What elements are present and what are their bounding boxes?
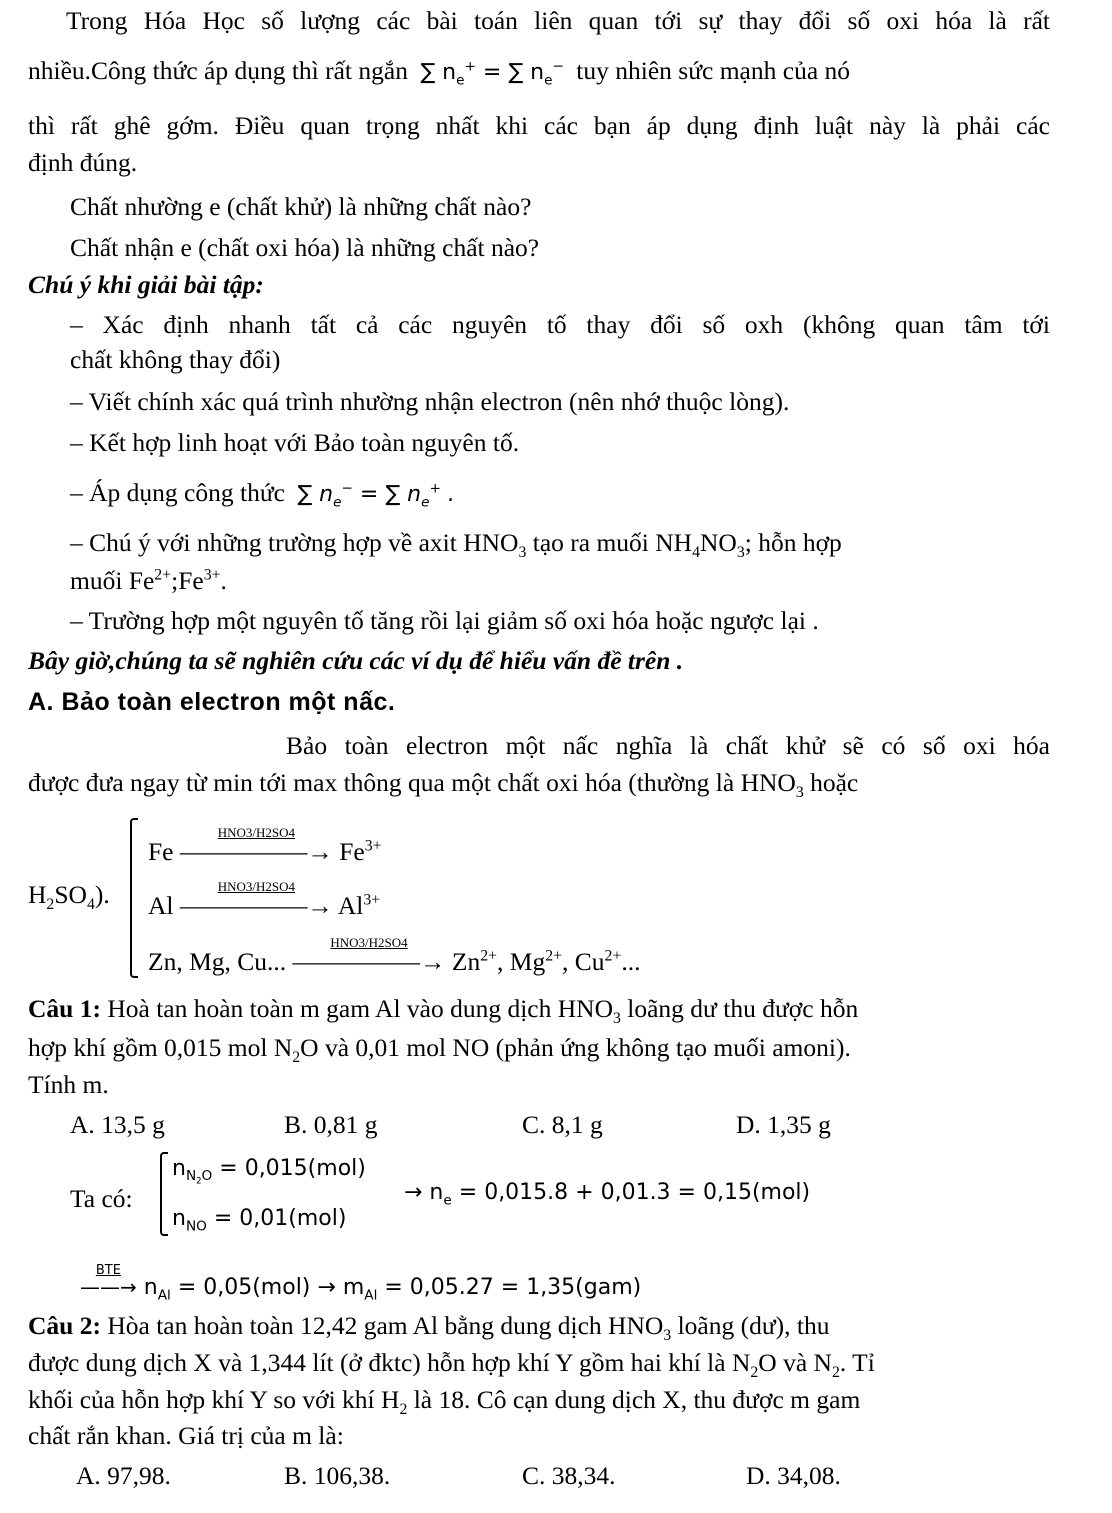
section-a-p2: được đưa ngay từ min tới max thông qua một chất oxi hóa (thường là $HNO_3$ hoặc: [28, 768, 859, 802]
intro-line-4: định đúng.: [28, 148, 138, 177]
q1-option-d: D. 1,35 g: [736, 1110, 831, 1139]
solution-brace: [160, 1152, 168, 1236]
q2-line-2: được dung dịch X và 1,344 lít (ở đktc) hỗn hợp khí Y gồm hai khí là $N_2O$ và $N_2$. Tỉ: [28, 1348, 875, 1382]
arrow-icon: HNO3/H2SO4 —————→: [179, 825, 333, 866]
reaction-zn-mg-cu: Zn, Mg, Cu... HNO3/H2SO4 —————→ $Zn^{2+}$, $Mg^{2+}$, $Cu^{2+}$...: [148, 935, 641, 976]
q2-line-1: Câu 2: Hòa tan hoàn toàn 12,42 gam Al bằng dung dịch $HNO_3$ loãng (dư), thu: [28, 1311, 830, 1345]
notes-heading: Chú ý khi giải bài tập:: [28, 270, 264, 299]
q1-sol-n2o: $n_{N_2O} = 0,015(mol)$: [172, 1156, 366, 1187]
q1-line-1: Câu 1: Hoà tan hoàn toàn m gam Al vào dung dịch $HNO_3$ loãng dư thu được hỗn: [28, 994, 859, 1028]
q1-option-b: B. 0,81 g: [284, 1110, 378, 1139]
arrow-icon: HNO3/H2SO4 —————→: [179, 879, 333, 920]
sum-formula-2: ∑ $n_e^-$ = ∑ $n_e^+$ .: [297, 480, 455, 511]
section-a-p1: Bảo toàn electron một nấc nghĩa là chất khử sẽ có số oxi hóa: [286, 731, 1050, 760]
note-2: – Viết chính xác quá trình nhường nhận electron (nên nhớ thuộc lòng).: [70, 387, 790, 416]
section-a-p3: $H_2SO_4$).: [28, 880, 110, 914]
note-6: – Trường hợp một nguyên tố tăng rồi lại giảm số oxi hóa hoặc ngược lại .: [70, 606, 819, 635]
note-1a: – Xác định nhanh tất cả các nguyên tố thay đổi số oxh (không quan tâm tới: [70, 310, 1050, 339]
q1-line-3: Tính m.: [28, 1070, 109, 1099]
sum-formula: ∑ $n_e^+$ = ∑ $n_e^-$: [420, 58, 564, 89]
notes-closing: Bây giờ,chúng ta sẽ nghiên cứu các ví dụ để hiểu vấn đề trên .: [28, 646, 684, 675]
q1-line-2: hợp khí gồm 0,015 mol $N_2O$ và 0,01 mol NO (phản ứng không tạo muối amoni).: [28, 1033, 851, 1067]
intro-line-1: Trong Hóa Học số lượng các bài toán liên quan tới sự thay đổi số oxi hóa là rất: [66, 6, 1050, 35]
note-3: – Kết hợp linh hoạt với Bảo toàn nguyên tố.: [70, 428, 520, 457]
q1-sol-ne: → $n_e = 0,015.8 + 0,01.3 = 0,15(mol)$: [404, 1180, 811, 1209]
note-5a: – Chú ý với những trường hợp về axit $HNO_3$ tạo ra muối $NH_4NO_3$; hỗn hợp: [70, 528, 842, 562]
arrow-icon: HNO3/H2SO4 —————→: [292, 935, 446, 976]
q1-option-a: A. 13,5 g: [70, 1110, 165, 1139]
reaction-fe: Fe HNO3/H2SO4 —————→ $Fe^{3+}$: [148, 825, 382, 866]
intro-line-3: thì rất ghê gớm. Điều quan trọng nhất khi các bạn áp dụng định luật này là phải các: [28, 111, 1050, 140]
q2-option-d: D. 34,08.: [746, 1461, 841, 1490]
q2-line-4: chất rắn khan. Giá trị của m là:: [28, 1421, 344, 1450]
q2-option-b: B. 106,38.: [284, 1461, 391, 1490]
note-4: – Áp dụng công thức ∑ $n_e^-$ = ∑ $n_e^+$ .: [70, 478, 455, 511]
reaction-brace: [130, 818, 138, 978]
q2-option-a: A. 97,98.: [76, 1461, 171, 1490]
note-5b: muối $Fe^{2+};Fe^{3+}$.: [70, 566, 227, 595]
note-1b: chất không thay đổi): [70, 345, 281, 374]
intro-line-2: nhiều.Công thức áp dụng thì rất ngắn ∑ $n_e^+$ = ∑ $n_e^-$ tuy nhiên sức mạnh của nó: [28, 56, 851, 89]
section-a-heading: A. Bảo toàn electron một nấc.: [28, 688, 396, 716]
q1-option-c: C. 8,1 g: [522, 1110, 603, 1139]
q1-sol-mal: BTE ——→ $n_{Al} = 0,05(mol) \to m_{Al} = 0,05.27 = 1,35(gam)$: [80, 1263, 642, 1304]
question-reducer: Chất nhường e (chất khử) là những chất nào?: [70, 192, 532, 221]
q2-option-c: C. 38,34.: [522, 1461, 616, 1490]
reaction-al: Al HNO3/H2SO4 —————→ $Al^{3+}$: [148, 879, 381, 920]
question-oxidizer: Chất nhận e (chất oxi hóa) là những chất nào?: [70, 233, 540, 262]
q1-sol-no: $n_{NO} = 0,01(mol)$: [172, 1206, 347, 1235]
q2-line-3: khối của hỗn hợp khí Y so với khí $H_2$ là 18. Cô cạn dung dịch X, thu được m gam: [28, 1385, 861, 1419]
q1-ta-co: Ta có:: [70, 1184, 133, 1213]
bte-arrow-icon: BTE ——→: [80, 1263, 137, 1299]
